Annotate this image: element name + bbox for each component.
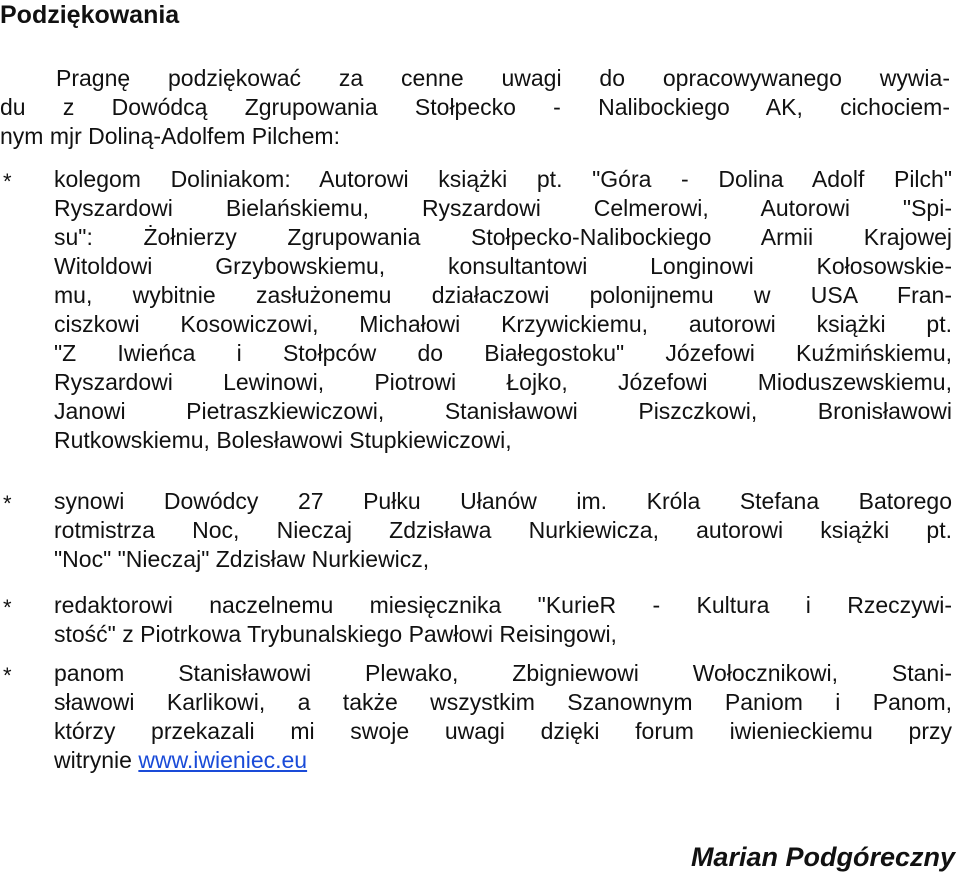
text-line: "Z Iwieńca i Stołpców do Białegostoku" Józefowi Kuźmińskiemu, (54, 340, 952, 366)
acknowledgement-text (54, 591, 952, 649)
asterisk-bullet-icon: * (3, 169, 12, 194)
text-line: sławowi Karlikowi, a także wszystkim Szanownym Paniom i Panom, (54, 689, 952, 715)
text-fragment: witrynie (54, 747, 139, 773)
text-line: rotmistrza Noc, Nieczaj Zdzisława Nurkiewicza, autorowi książki pt. (54, 517, 952, 543)
signature: Marian Podgóreczny (690, 842, 955, 872)
text-line: ciszkowi Kosowiczowi, Michałowi Krzywickiemu, autorowi książki pt. (54, 311, 952, 337)
text-line: redaktorowi naczelnemu miesięcznika "KurieR - Kultura i Rzeczywi- (54, 592, 952, 618)
intro-line: Pragnę podziękować za cenne uwagi do opracowywanego wywia- (56, 65, 950, 91)
asterisk-bullet-icon: * (3, 663, 12, 688)
acknowledgement-text (54, 659, 952, 775)
text-line: Ryszardowi Bielańskiemu, Ryszardowi Celmerowi, Autorowi "Spi- (54, 195, 952, 221)
text-line: mu, wybitnie zasłużonemu działaczowi polonijnemu w USA Fran- (54, 282, 952, 308)
text-line: kolegom Doliniakom: Autorowi książki pt. "Góra - Dolina Adolf Pilch" (54, 166, 952, 192)
text-line (54, 746, 952, 775)
intro-line: nym mjr Doliną-Adolfem Pilchem: (0, 123, 340, 149)
text-line: su": Żołnierzy Zgrupowania Stołpecko-Nalibockiego Armii Krajowej (54, 224, 952, 250)
asterisk-bullet-icon: * (3, 595, 12, 620)
intro-line: du z Dowódcą Zgrupowania Stołpecko - Nalibockiego AK, cichociem- (0, 94, 950, 120)
website-link[interactable]: www.iwieniec.eu (138, 747, 308, 773)
text-line: synowi Dowódcy 27 Pułku Ułanów im. Króla Stefana Batorego (54, 488, 952, 514)
intro-paragraph (0, 64, 950, 151)
page-title: Podziękowania (0, 1, 180, 29)
text-line: panom Stanisławowi Plewako, Zbigniewowi Wołocznikowi, Stani- (54, 660, 952, 686)
text-line: Rutkowskiemu, Bolesławowi Stupkiewiczowi, (54, 427, 512, 453)
text-line: stość" z Piotrkowa Trybunalskiego Pawłowi Reisingowi, (54, 621, 617, 647)
text-line: Witoldowi Grzybowskiemu, konsultantowi Longinowi Kołosowskie- (54, 253, 952, 279)
text-line: którzy przekazali mi swoje uwagi dzięki forum iwienieckiemu przy (54, 718, 952, 744)
acknowledgement-text (54, 487, 952, 574)
acknowledgement-text (54, 165, 952, 455)
asterisk-bullet-icon: * (3, 491, 12, 516)
text-line: Janowi Pietraszkiewiczowi, Stanisławowi Piszczkowi, Bronisławowi (54, 398, 952, 424)
text-line: "Noc" "Nieczaj" Zdzisław Nurkiewicz, (54, 546, 430, 572)
text-line: Ryszardowi Lewinowi, Piotrowi Łojko, Józefowi Mioduszewskiemu, (54, 369, 952, 395)
